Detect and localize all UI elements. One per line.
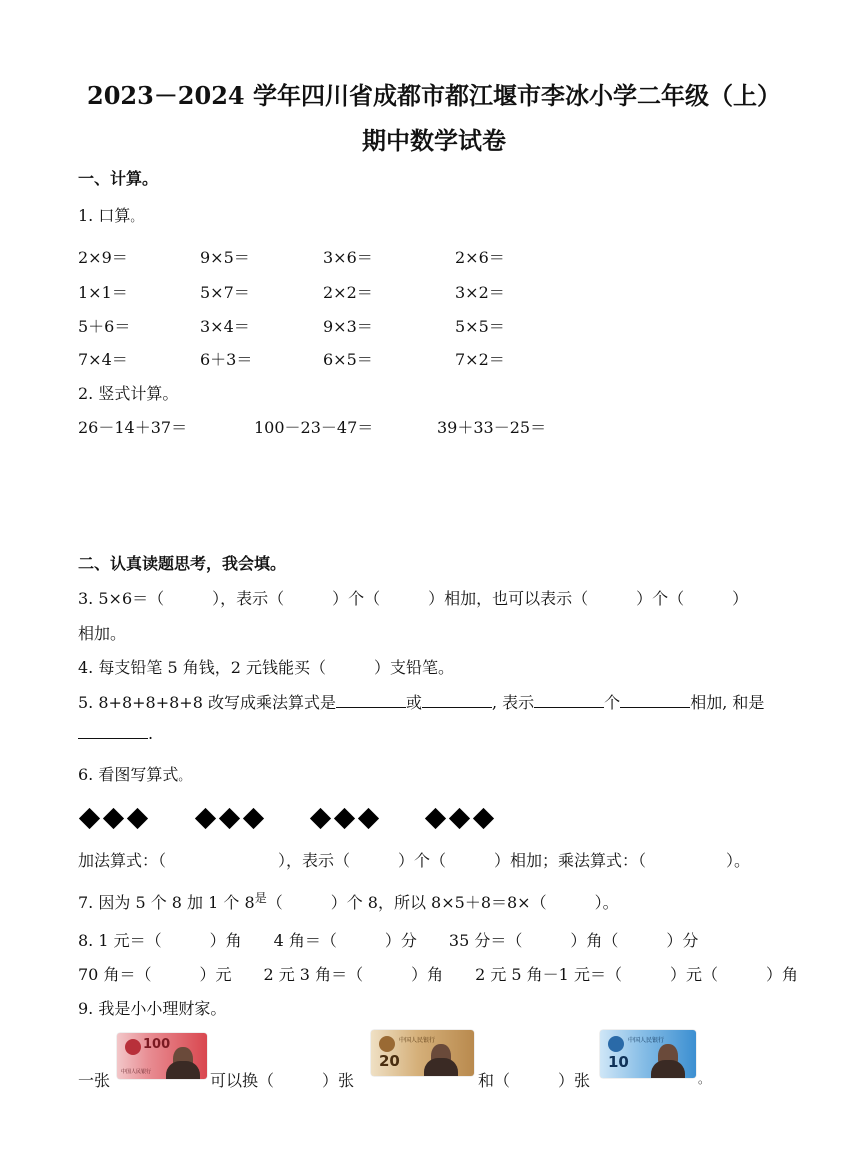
diamond-icon bbox=[243, 808, 264, 829]
diamond-icon bbox=[219, 808, 240, 829]
oral-r0-c2: 3×6＝ bbox=[323, 248, 373, 267]
oral-r1-c3: 3×2＝ bbox=[455, 283, 505, 302]
diamond-icon bbox=[449, 808, 470, 829]
diamond-icon bbox=[103, 808, 124, 829]
q5-text-d: 个 bbox=[604, 693, 621, 712]
q2-label: 2. 竖式计算。 bbox=[78, 384, 179, 403]
q9-text-b: 可以换（ ）张 bbox=[210, 1071, 355, 1090]
q9-text-a: 一张 bbox=[78, 1071, 111, 1090]
q3-line1: 3. 5×6＝（ ），表示（ ）个（ ）相加，也可以表示（ ）个（ ） bbox=[78, 589, 749, 608]
q5-text-a: 5. 8+8+8+8+8 改写成乘法算式是 bbox=[78, 693, 336, 712]
oral-r3-c3: 7×2＝ bbox=[455, 350, 505, 369]
q1-label bbox=[78, 203, 142, 226]
q5-line2 bbox=[78, 724, 153, 743]
q5-blank-4[interactable] bbox=[620, 693, 690, 708]
oral-r3-c1: 6＋3＝ bbox=[200, 350, 253, 369]
oral-r0-c3: 2×6＝ bbox=[455, 248, 505, 267]
banknote-100-bank: 中国人民银行 bbox=[121, 1069, 152, 1075]
q6-label-text: 6. 看图写算式 bbox=[78, 765, 179, 784]
banknote-10-image bbox=[600, 1030, 696, 1078]
oral-r2-c0: 5＋6＝ bbox=[78, 317, 131, 336]
q5-line bbox=[78, 690, 764, 713]
section1-heading: 一、计算。 bbox=[78, 169, 159, 188]
q5-text-b: 或 bbox=[405, 693, 422, 712]
q5-end: . bbox=[148, 724, 154, 743]
diamond-icon bbox=[473, 808, 494, 829]
banknote-100-image bbox=[117, 1033, 207, 1079]
diamond-icon bbox=[425, 808, 446, 829]
q8-line2: 70 角＝（ ）元 2 元 3 角＝（ ）角 2 元 5 角－1 元＝（ ）元（ ）角 bbox=[78, 965, 798, 984]
q8-line1: 8. 1 元＝（ ）角 4 角＝（ ）分 35 分＝（ ）角（ ）分 bbox=[78, 931, 699, 950]
q3-line2: 相加。 bbox=[78, 624, 127, 643]
paper-title-line1: 2023－2024 学年四川省成都市都江堰市李冰小学二年级（上） bbox=[87, 81, 781, 110]
banknote-100-value: 100 bbox=[143, 1037, 171, 1052]
vertical-calc-3: 39＋33－25＝ bbox=[437, 418, 547, 437]
diamond-icon bbox=[358, 808, 379, 829]
oral-r0-c0: 2×9＝ bbox=[78, 248, 128, 267]
oral-r1-c2: 2×2＝ bbox=[323, 283, 373, 302]
banknote-20-bank: 中国人民银行 bbox=[399, 1037, 436, 1044]
emblem-icon bbox=[125, 1039, 141, 1055]
q5-blank-1[interactable] bbox=[336, 693, 406, 708]
banknote-20-value: 20 bbox=[379, 1052, 400, 1070]
q9-text-c: 和（ ）张 bbox=[478, 1071, 591, 1090]
q9-label: 9. 我是小小理财家。 bbox=[78, 999, 227, 1018]
diamond-icon bbox=[79, 808, 100, 829]
banknote-10-bank: 中国人民银行 bbox=[628, 1037, 665, 1044]
oral-r1-c0: 1×1＝ bbox=[78, 283, 128, 302]
q7-text-a: 7. 因为 5 个 8 加 1 个 8 bbox=[78, 893, 255, 912]
q6-label bbox=[78, 762, 190, 785]
paper-title-line2: 期中数学试卷 bbox=[362, 126, 506, 155]
diamond-icon bbox=[195, 808, 216, 829]
portrait-coat-icon bbox=[166, 1061, 200, 1079]
oral-r0-c1: 9×5＝ bbox=[200, 248, 250, 267]
oral-r2-c1: 3×4＝ bbox=[200, 317, 250, 336]
diamond-group-4 bbox=[428, 808, 500, 830]
diamond-icon bbox=[310, 808, 331, 829]
q5-blank-5[interactable] bbox=[78, 724, 148, 739]
q5-blank-2[interactable] bbox=[422, 693, 492, 708]
vertical-calc-2: 100－23－47＝ bbox=[254, 418, 374, 437]
portrait-coat-icon bbox=[651, 1060, 685, 1078]
diamond-group-1 bbox=[82, 808, 154, 830]
q1-mark: 。 bbox=[130, 210, 143, 224]
q5-text-c: , 表示 bbox=[491, 693, 535, 712]
q7 bbox=[78, 889, 619, 913]
banknote-10-value: 10 bbox=[608, 1053, 629, 1071]
banknote-20-image bbox=[371, 1030, 474, 1076]
diamond-icon bbox=[127, 808, 148, 829]
oral-r3-c2: 6×5＝ bbox=[323, 350, 373, 369]
q9-end: 。 bbox=[698, 1072, 711, 1086]
q6-fill: 加法算式：（ ），表示（ ）个（ ）相加；乘法算式：（ ）。 bbox=[78, 851, 751, 870]
q5-text-e: 相加, 和是 bbox=[690, 693, 765, 712]
q6-mark: 。 bbox=[178, 769, 191, 783]
q5-blank-3[interactable] bbox=[534, 693, 604, 708]
diamond-icon bbox=[334, 808, 355, 829]
q7-text-b: （ ）个 8，所以 8×5＋8＝8×（ ）。 bbox=[266, 893, 619, 912]
q1-label-text: 1. 口算 bbox=[78, 206, 131, 225]
q7-sup: 是 bbox=[254, 891, 267, 905]
oral-r2-c3: 5×5＝ bbox=[455, 317, 505, 336]
diamond-group-3 bbox=[313, 808, 385, 830]
vertical-calc-1: 26－14＋37＝ bbox=[78, 418, 188, 437]
oral-r3-c0: 7×4＝ bbox=[78, 350, 128, 369]
oral-r2-c2: 9×3＝ bbox=[323, 317, 373, 336]
oral-r1-c1: 5×7＝ bbox=[200, 283, 250, 302]
emblem-icon bbox=[379, 1036, 395, 1052]
portrait-coat-icon bbox=[424, 1058, 458, 1076]
emblem-icon bbox=[608, 1036, 624, 1052]
section2-heading: 二、认真读题思考，我会填。 bbox=[78, 554, 287, 573]
diamond-group-2 bbox=[198, 808, 270, 830]
q4: 4. 每支铅笔 5 角钱，2 元钱能买（ ）支铅笔。 bbox=[78, 658, 454, 677]
